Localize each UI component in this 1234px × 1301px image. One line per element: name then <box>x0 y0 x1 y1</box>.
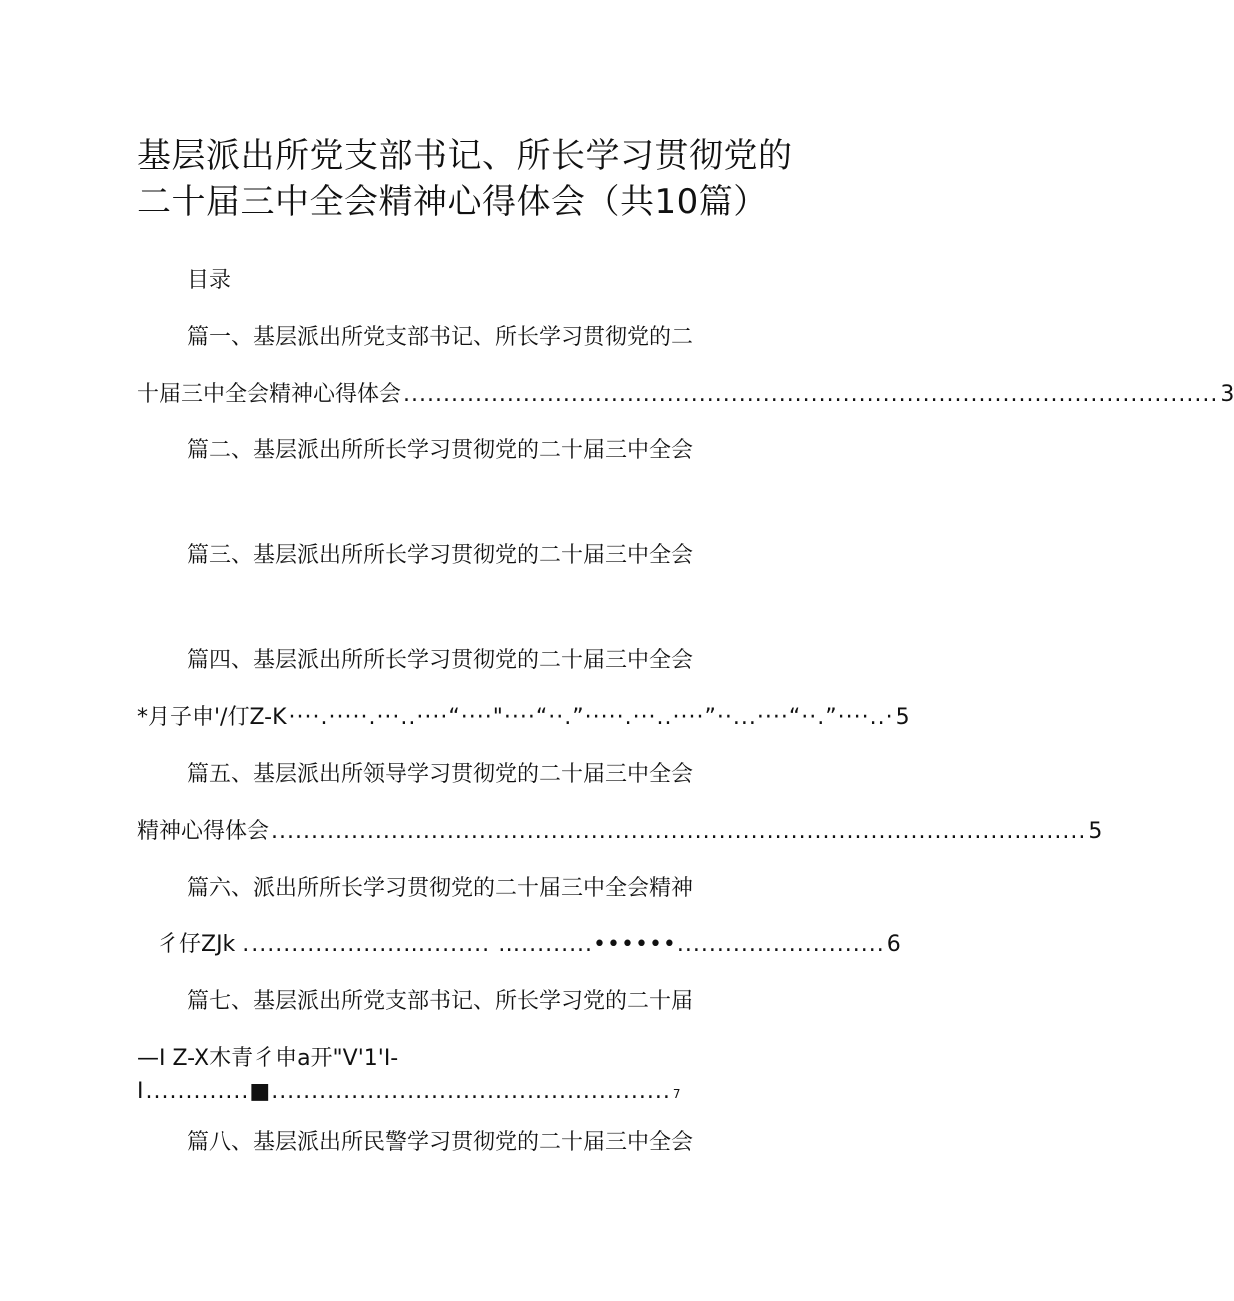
toc-entry-7-row[interactable] <box>137 1077 681 1109</box>
toc-entry-6-leaders: ...................…........ ….........••••••.......................... <box>251 932 885 957</box>
toc-heading: 目录 <box>187 268 232 293</box>
toc-entry-1-title[interactable]: 篇一、基层派出所党支部书记、所长学习贯彻党的二 <box>187 325 694 350</box>
toc-entry-7-page: 7 <box>672 1087 681 1101</box>
toc-entry-8-title[interactable]: 篇八、基层派出所民警学习贯彻党的二十届三中全会 <box>187 1130 694 1155</box>
toc-entry-4-leaders: ····.·····.···..····“····"····“··.”·····.···..····”··...····“··.”····..· <box>288 705 894 730</box>
toc-entry-1-title-cont: 十届三中全会精神心得体会 <box>137 382 402 407</box>
toc-entry-1-leaders: ...................................................................................................... <box>403 382 1219 407</box>
toc-entry-5-title-cont: 精神心得体会 <box>137 819 270 844</box>
toc-entry-4-title-cont: *月子申'/仃Z-K <box>137 705 287 730</box>
toc-entry-5-title[interactable]: 篇五、基层派出所领导学习贯彻党的二十届三中全会 <box>187 762 694 787</box>
title-line-1: 基层派出所党支部书记、所长学习贯彻党的 <box>137 136 793 176</box>
toc-entry-6-row[interactable] <box>157 930 901 960</box>
document-title <box>137 133 837 225</box>
toc-entry-5-leaders: ...................................................................................................... <box>271 819 1087 844</box>
toc-entry-6-page: 6 <box>886 932 901 957</box>
toc-entry-2-title[interactable]: 篇二、基层派出所所长学习贯彻党的二十届三中全会 <box>187 438 694 463</box>
toc-entry-5-row[interactable] <box>137 817 1103 847</box>
toc-entry-7-leaders: .............■.................................................. <box>145 1079 671 1104</box>
toc-entry-1-page: 3 <box>1220 382 1234 407</box>
toc-entry-3-title[interactable]: 篇三、基层派出所所长学习贯彻党的二十届三中全会 <box>187 543 694 568</box>
toc-entry-5-page: 5 <box>1088 819 1103 844</box>
toc-entry-4-title[interactable]: 篇四、基层派出所所长学习贯彻党的二十届三中全会 <box>187 648 694 673</box>
toc-entry-4-row[interactable] <box>137 703 910 733</box>
title-line-2: 二十届三中全会精神心得体会（共10篇） <box>137 182 768 222</box>
toc-entry-4-page: 5 <box>895 705 910 730</box>
toc-entry-7-title-cont: —I Z-X木青彳申a开"V'1'I- <box>137 1046 399 1071</box>
toc-entry-6-title-cont: 彳仔ZJk . <box>157 932 250 957</box>
toc-entry-1-row[interactable] <box>137 380 1234 410</box>
toc-entry-6-title[interactable]: 篇六、派出所所长学习贯彻党的二十届三中全会精神 <box>187 876 694 901</box>
toc-entry-7-title-cont-2: I <box>137 1079 144 1104</box>
toc-entry-7-title[interactable]: 篇七、基层派出所党支部书记、所长学习党的二十届 <box>187 989 694 1014</box>
